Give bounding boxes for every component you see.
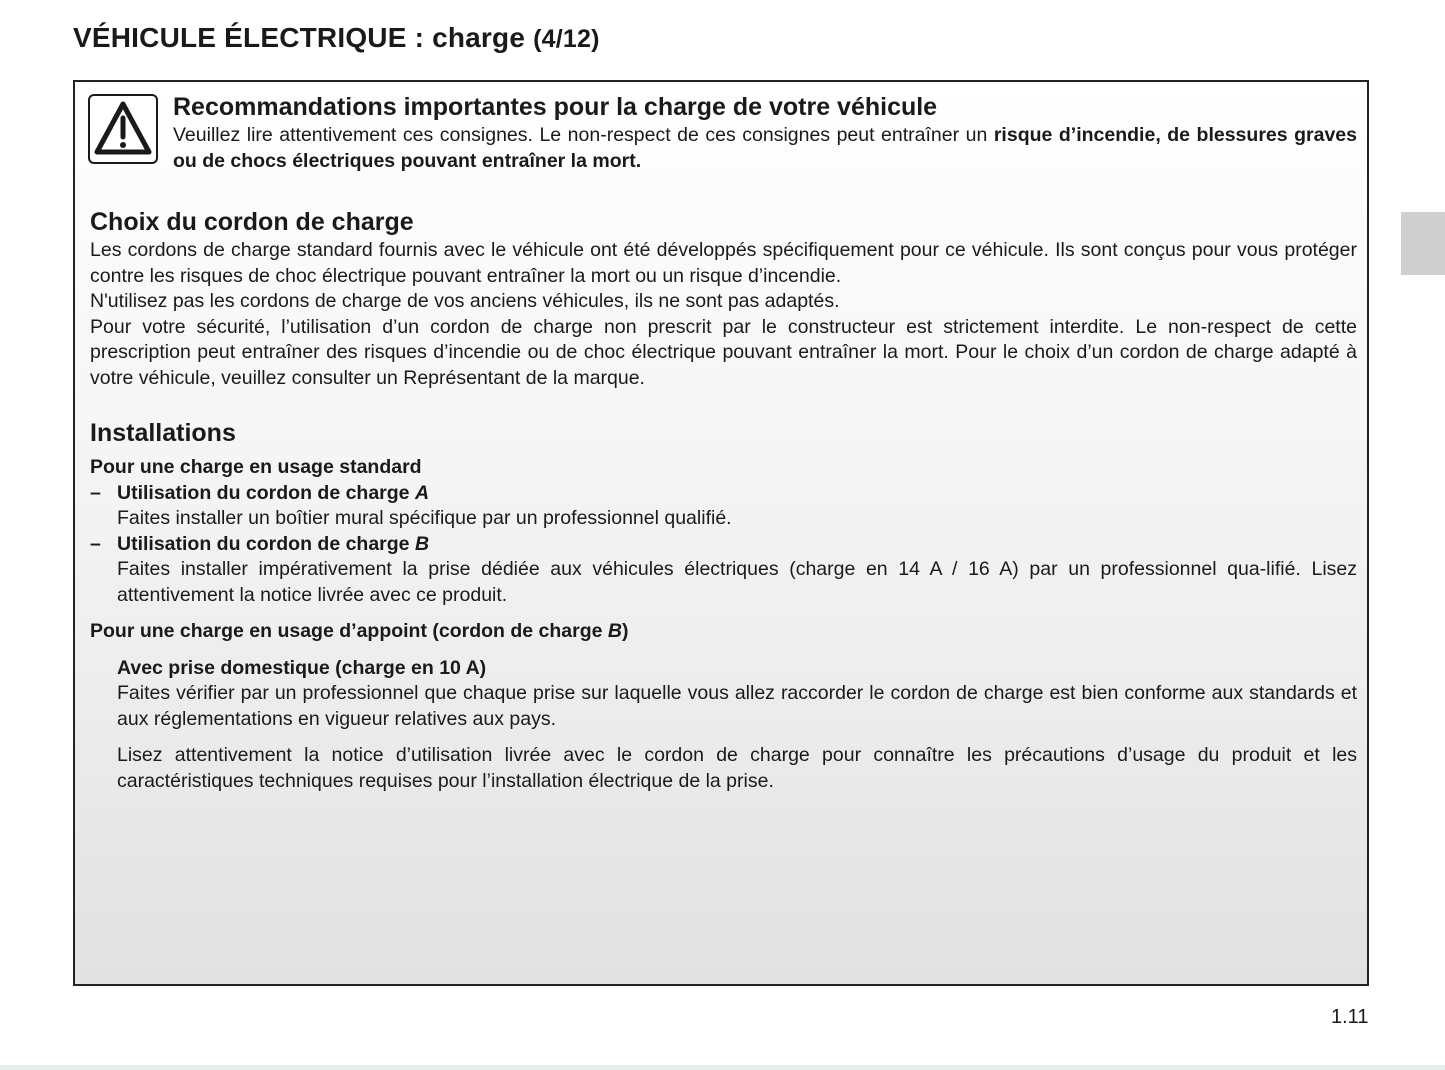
warning-triangle-icon <box>88 94 158 164</box>
cord-choice-p1: Les cordons de charge standard fournis avec le véhicule ont été développés spécifiquement pour ce véhicule. Ils sont conçus pour vous protéger contre les risques de choc électrique pouvant entraîner la mort ou un risque d’incendie. <box>90 239 1357 287</box>
warning-title: Recommandations importantes pour la charge de votre véhicule <box>173 93 938 121</box>
cord-b-label: Utilisation du cordon de charge B <box>117 532 430 555</box>
page-counter: (4/12) <box>533 25 600 53</box>
warning-text-normal: Veuillez lire attentivement ces consignes. Le non-respect de ces consignes peut entraîner un <box>173 124 994 146</box>
page-number: 1.11 <box>1331 1006 1369 1028</box>
dash-bullet: – <box>90 481 101 504</box>
warning-text-bold: risque d’incendie, de blessures graves ou de chocs électriques pouvant entraîner la mort. <box>173 124 1357 172</box>
warning-text <box>173 122 1357 174</box>
cord-b-letter: B <box>414 532 430 555</box>
domestic-outlet-title: Avec prise domestique (charge en 10 A) <box>117 656 487 679</box>
cord-choice-p2: N'utilisez pas les cordons de charge de vos anciens véhicules, ils ne sont pas adaptés. <box>90 290 840 312</box>
domestic-outlet-block <box>90 656 1357 795</box>
cord-choice-p3: Pour votre sécurité, l’utilisation d’un cordon de charge non prescrit par le constructeur est strictement interdite. Le non-respect de cette prescription peut entraîner des risques d’incendie ou de choc électrique pouvant entraîner la mort. Pour le choix d’un cordon de charge adapté à votre véhicule, veuillez consulter un Représentant de la marque. <box>90 315 1357 389</box>
bottom-border <box>0 1065 1445 1070</box>
backup-usage-title: Pour une charge en usage d’appoint (cordon de charge B) <box>90 620 629 642</box>
list-item-cord-b <box>90 532 1357 609</box>
backup-cord-letter: B <box>607 620 623 642</box>
warning-header <box>173 92 1357 174</box>
cord-a-label: Utilisation du cordon de charge A <box>117 481 430 504</box>
domestic-outlet-p1: Faites vérifier par un professionnel que chaque prise sur laquelle vous allez raccorder le cordon de charge est bien conforme aux standards et aux réglementations en vigueur relatives aux pays. <box>117 682 1357 730</box>
installations-title: Installations <box>90 419 236 447</box>
warning-content <box>90 206 1357 794</box>
domestic-outlet-p2: Lisez attentivement la notice d’utilisation livrée avec le cordon de charge pour connaître les précautions d’usage du produit et les caractéristiques techniques requises pour l’installation électrique de la prise. <box>117 744 1357 792</box>
page-title-main: VÉHICULE ÉLECTRIQUE : charge <box>73 22 526 53</box>
standard-usage-title: Pour une charge en usage standard <box>90 456 422 478</box>
cord-choice-title: Choix du cordon de charge <box>90 208 414 236</box>
chapter-tab <box>1401 212 1445 275</box>
dash-bullet: – <box>90 532 101 555</box>
page-title <box>73 22 600 54</box>
warning-box <box>73 80 1369 986</box>
cord-b-text: Faites installer impérativement la prise dédiée aux véhicules électriques (charge en 14 A / 16 A) par un professionnel qua-lifié. Lisez attentivement la notice livrée avec ce produit. <box>117 558 1357 606</box>
cord-a-text: Faites installer un boîtier mural spécifique par un professionnel qualifié. <box>117 507 732 529</box>
list-item-cord-a <box>90 481 1357 532</box>
cord-a-letter: A <box>414 481 430 504</box>
